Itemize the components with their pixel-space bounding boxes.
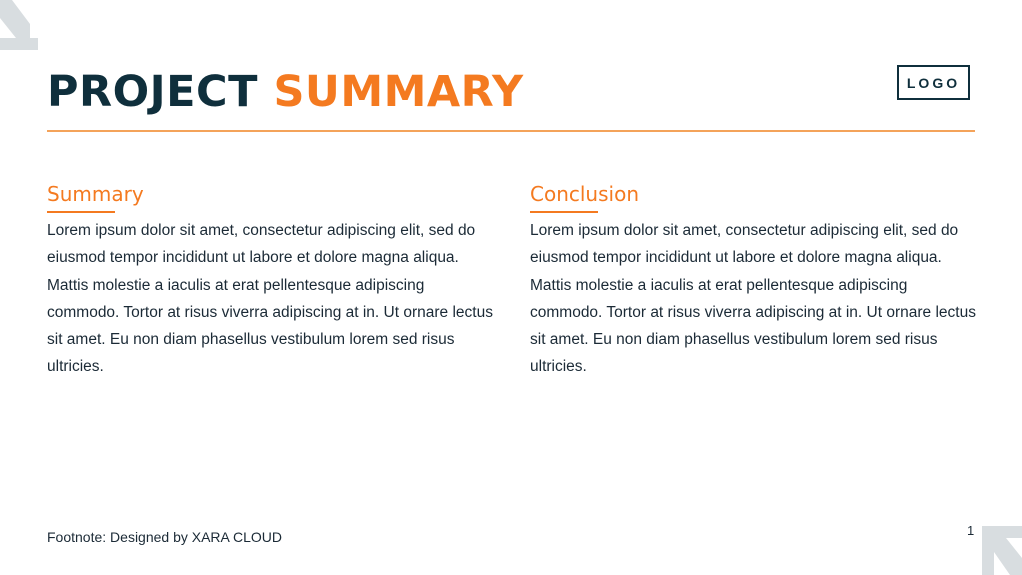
page-number: 1 xyxy=(967,523,975,538)
summary-heading-underline xyxy=(47,211,115,213)
arrow-up-left-icon xyxy=(982,526,1022,575)
conclusion-heading: Conclusion xyxy=(530,182,639,206)
page-title xyxy=(47,68,524,116)
title-word-summary: SUMMARY xyxy=(273,67,524,117)
conclusion-column xyxy=(530,180,980,381)
logo-text: LOGO xyxy=(906,74,961,91)
summary-body: Lorem ipsum dolor sit amet, consectetur adipiscing elit, sed do eiusmod tempor incididunt ut labore et dolore magna aliqua. Mattis molestie a iaculis at erat pellentesque adipiscing commodo. Tortor at risus viverra adipiscing at in. Ut ornare lectus sit amet. Eu non diam phasellus vestibulum lorem sed risus ultricies. xyxy=(47,222,493,376)
title-divider xyxy=(47,130,975,132)
logo-placeholder xyxy=(897,65,970,100)
footnote: Footnote: Designed by XARA CLOUD xyxy=(47,529,283,545)
summary-column xyxy=(47,180,497,381)
conclusion-heading-underline xyxy=(530,211,598,213)
arrow-down-right-icon xyxy=(0,0,40,50)
summary-heading: Summary xyxy=(47,182,144,206)
conclusion-body: Lorem ipsum dolor sit amet, consectetur adipiscing elit, sed do eiusmod tempor incididunt ut labore et dolore magna aliqua. Mattis molestie a iaculis at erat pellentesque adipiscing commodo. Tortor at risus viverra adipiscing at in. Ut ornare lectus sit amet. Eu non diam phasellus vestibulum lorem sed risus ultricies. xyxy=(530,222,976,376)
title-word-project: PROJECT xyxy=(47,67,258,117)
